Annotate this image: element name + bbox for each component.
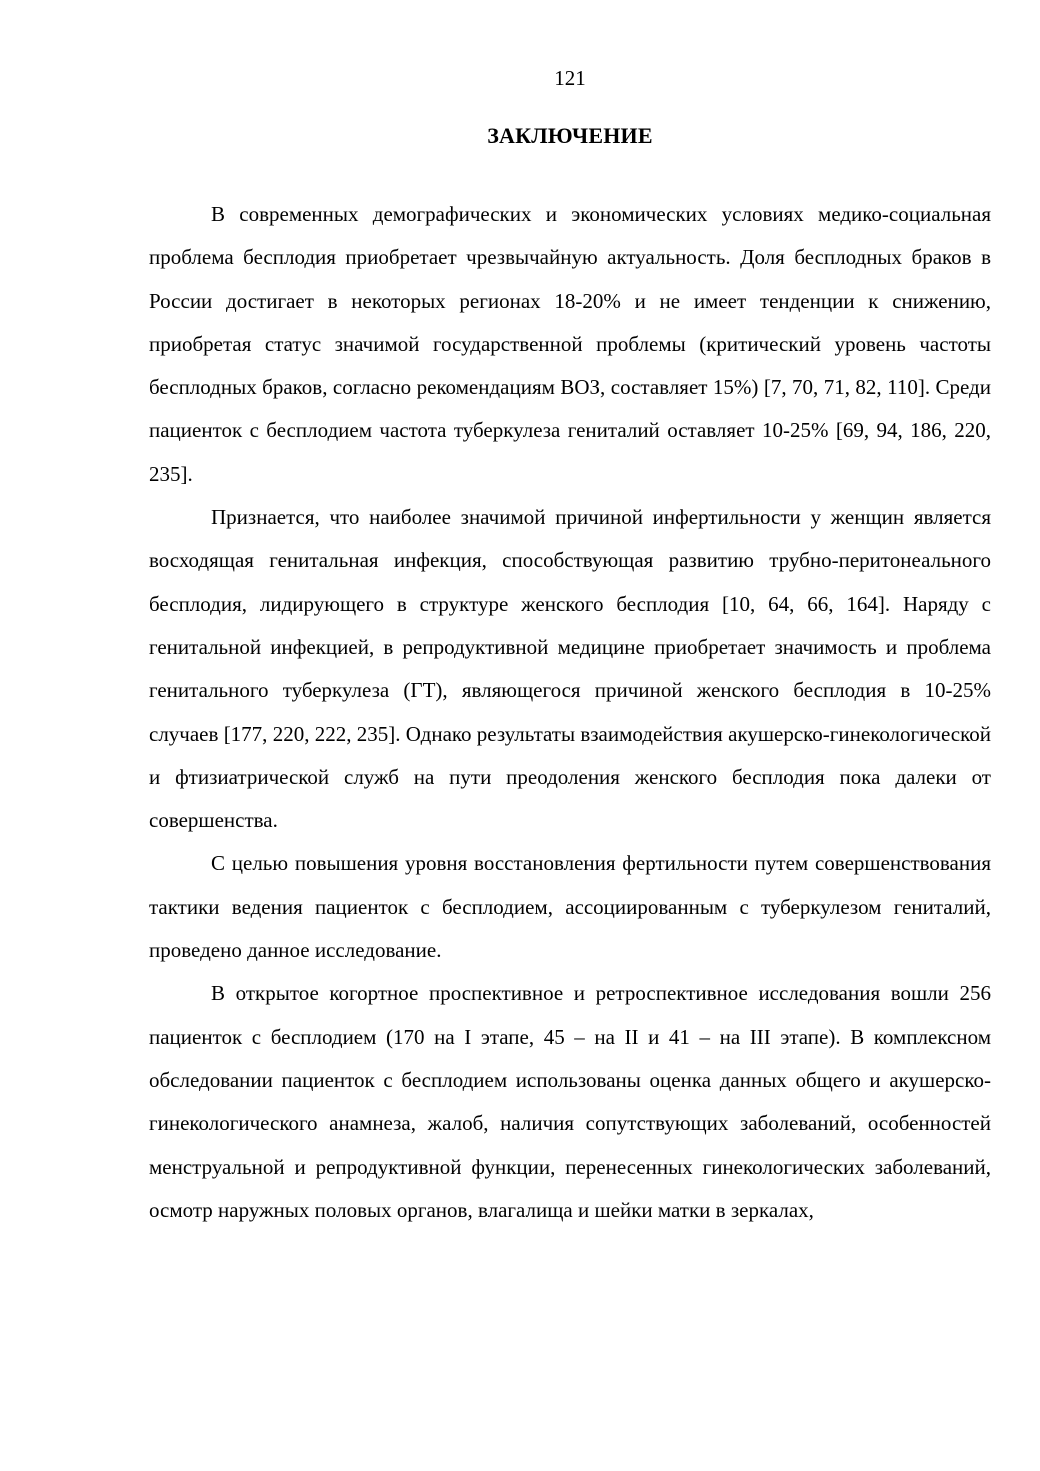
paragraph-2: Признается, что наиболее значимой причиной инфертильности у женщин является восходящая генитальная инфекция, способствующая развитию трубно-перитонеального бесплодия, лидирующего в структуре женского бесплодия [10, 64, 66, 164]. Наряду с генитальной инфекцией, в репродуктивной медицине приобретает значимость и проблема генитального туберкулеза (ГТ), являющегося причиной женского бесплодия в 10-25% случаев [177, 220, 222, 235]. Однако результаты взаимодействия акушерско-гинекологической и фтизиатрической служб на пути преодоления женского бесплодия пока далеки от совершенства. (149, 505, 991, 833)
paragraph-4: В открытое когортное проспективное и ретроспективное исследования вошли 256 пациенток с бесплодием (170 на I этапе, 45 – на II и 41 – на III этапе). В комплексном обследовании пациенток с бесплодием использованы оценка данных общего и акушерско-гинекологического анамнеза, жалоб, наличия сопутствующих заболеваний, особенностей менструальной и репродуктивной функции, перенесенных гинекологических заболеваний, осмотр наружных половых органов, влагалища и шейки матки в зеркалах, (149, 981, 991, 1222)
page-number: 121 (554, 66, 586, 90)
paragraph-3: С целью повышения уровня восстановления фертильности путем совершенствования тактики ведения пациенток с бесплодием, ассоциированным с туберкулезом гениталий, проведено данное исследование. (149, 851, 991, 963)
page-title: ЗАКЛЮЧЕНИЕ (487, 123, 653, 148)
paragraph-1: В современных демографических и экономических условиях медико-социальная проблема бесплодия приобретает чрезвычайную актуальность. Доля бесплодных браков в России достигает в некоторых регионах 18-20% и не имеет тенденции к снижению, приобретая статус значимой государственной проблемы (критический уровень частоты бесплодных браков, согласно рекомендациям ВОЗ, составляет 15%) [7, 70, 71, 82, 110]. Среди пациенток с бесплодием частота туберкулеза гениталий оставляет 10-25% [69, 94, 186, 220, 235]. (149, 202, 991, 486)
body-text (149, 193, 991, 1232)
